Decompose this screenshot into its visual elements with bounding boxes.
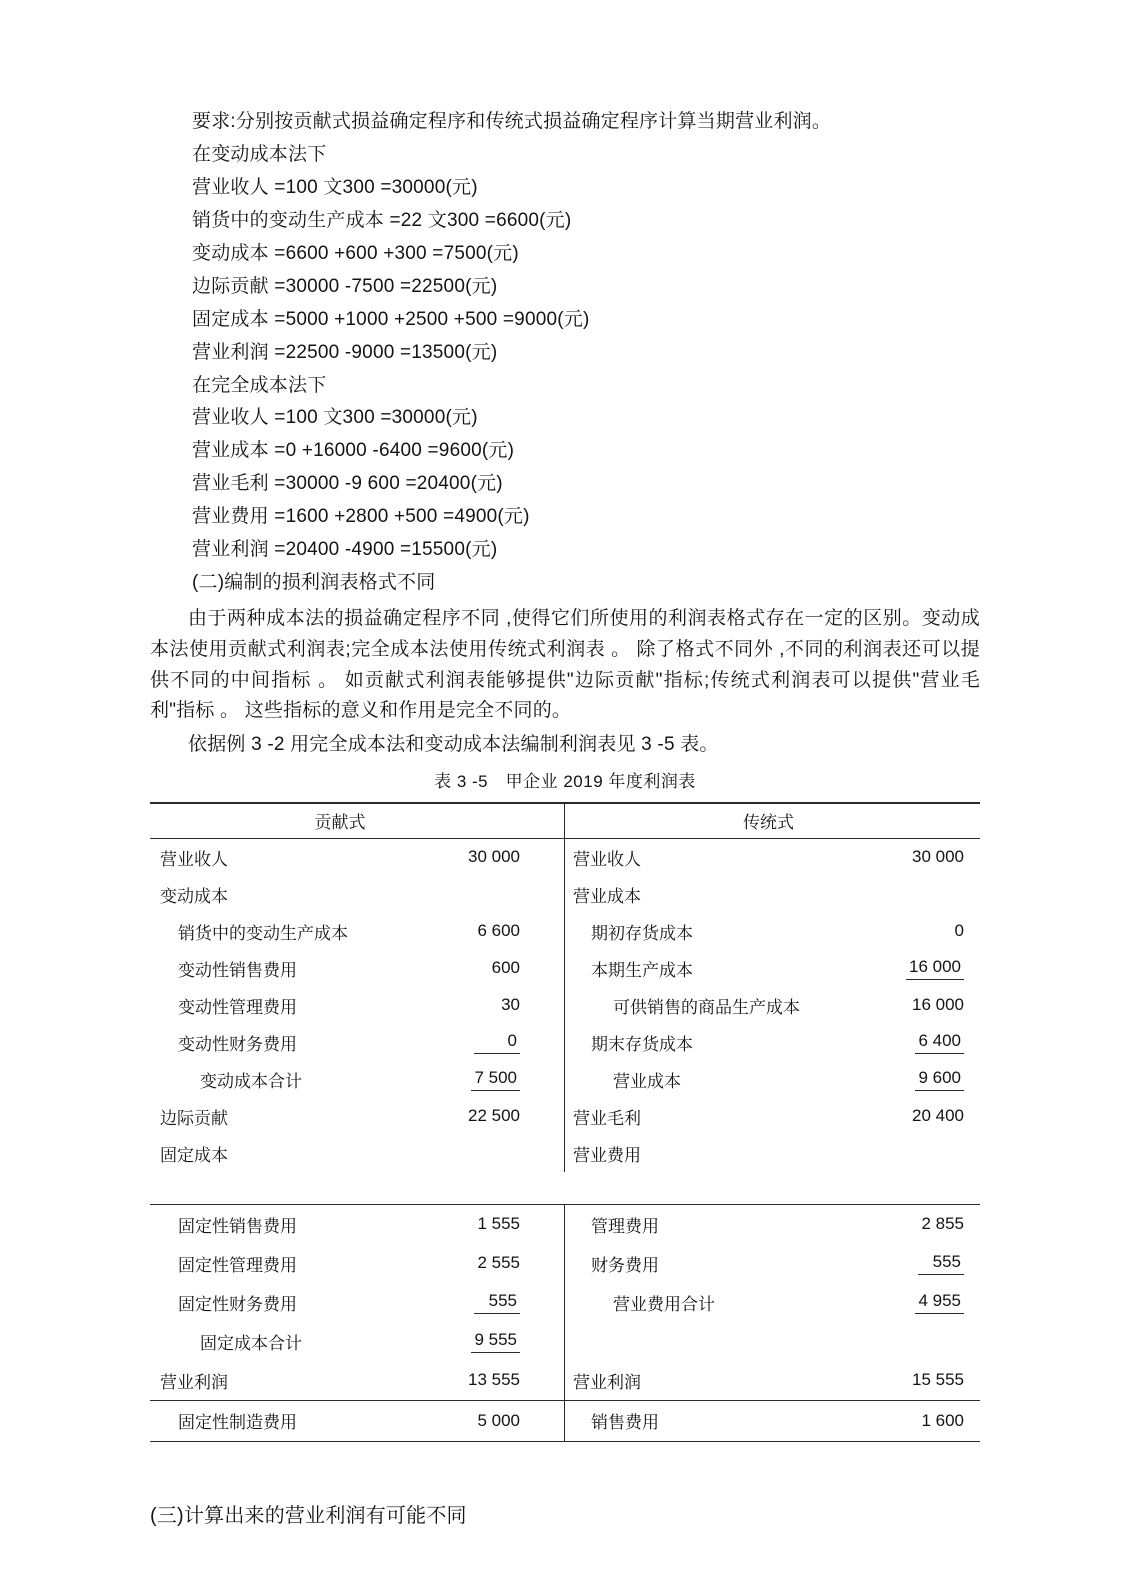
cell-label: 期末存货成本 [591,1034,693,1054]
table-cell [150,839,565,876]
cell-value: 600 [491,958,520,978]
table-cell [565,987,980,1024]
formula-line: 营业收人 =100 文300 =30000(元) [192,176,478,198]
table-cell [150,1283,565,1322]
formula-line: 营业收人 =100 文300 =30000(元) [192,407,478,429]
cell-value: 20 400 [912,1106,964,1126]
table-row [150,1283,980,1322]
table-block-upper [150,839,980,1172]
header-traditional-format: 传统式 [743,813,794,833]
income-statement-table [150,802,980,1442]
cell-label: 变动性销售费用 [178,960,297,980]
cell-label: 营业毛利 [573,1108,641,1128]
cell-value: 555 [474,1291,520,1314]
cell-value: 15 555 [912,1370,964,1390]
variable-method-heading: 在变动成本法下 [192,143,327,165]
formula-line: 营业费用 =1600 +2800 +500 =4900(元) [192,506,530,528]
table-row [150,839,980,876]
table-cell [150,950,565,987]
formula-line: 固定成本 =5000 +1000 +2500 +500 =9000(元) [192,308,590,330]
table-cell [150,1244,565,1283]
cell-label: 固定成本合计 [200,1333,302,1353]
table-cell [565,1244,980,1283]
cell-value: 2 555 [477,1253,520,1273]
cell-label: 营业利润 [573,1372,641,1392]
cell-value: 4 955 [915,1291,964,1314]
cell-label: 固定性销售费用 [178,1216,297,1236]
table-cell [565,839,980,876]
table-cell [565,1322,980,1361]
table-row [150,1061,980,1098]
table-cell [150,1361,565,1400]
table-cell [565,1283,980,1322]
cell-label: 变动成本合计 [200,1071,302,1091]
cell-label: 固定性管理费用 [178,1255,297,1275]
cell-label: 财务费用 [591,1255,659,1275]
section3-heading: (三)计算出来的营业利润有可能不同 [150,1504,467,1527]
cell-label: 管理费用 [591,1216,659,1236]
table-row [150,1322,980,1361]
table-cell [565,876,980,913]
requirement-text: 要求:分别按贡献式损益确定程序和传统式损益确定程序计算当期营业利润。 [192,111,832,132]
table-row [150,913,980,950]
table-cell [565,1024,980,1061]
table-row [150,1205,980,1244]
cell-value: 555 [918,1252,964,1275]
cell-label: 销货中的变动生产成本 [178,923,348,943]
table-cell [150,1322,565,1361]
cell-label: 营业利润 [160,1372,228,1392]
table-cell [565,1401,980,1441]
table-cell [565,1061,980,1098]
cell-value: 16 000 [912,995,964,1015]
cell-label: 变动性管理费用 [178,997,297,1017]
table-cell [565,1098,980,1135]
cell-label: 营业成本 [573,886,641,906]
table-cell [565,1135,980,1172]
cell-label: 期初存货成本 [591,923,693,943]
table-intro: 依据例 3 -2 用完全成本法和变动成本法编制利润表见 3 -5 表。 [188,734,719,756]
cell-value: 30 [501,995,520,1015]
table-cell [150,1205,565,1244]
cell-label: 营业费用合计 [613,1294,715,1314]
table-row [150,987,980,1024]
table-cell [565,1205,980,1244]
cell-value: 30 000 [912,847,964,867]
table-row [150,1361,980,1400]
table-row [150,1401,980,1441]
cell-value: 6 400 [915,1031,964,1054]
cell-label: 销售费用 [591,1413,659,1433]
table-cell [150,876,565,913]
cell-label: 可供销售的商品生产成本 [613,997,800,1017]
table-row [150,1244,980,1283]
cell-value: 6 600 [477,921,520,941]
table-cell [150,1401,565,1441]
cell-label: 本期生产成本 [591,960,693,980]
formula-line: 营业成本 =0 +16000 -6400 =9600(元) [192,440,515,462]
formula-line: 营业毛利 =30000 -9 600 =20400(元) [192,473,503,495]
table-cell [565,950,980,987]
formula-line: 边际贡献 =30000 -7500 =22500(元) [192,275,498,297]
table-block-footer [150,1400,980,1442]
table-header-row [150,804,980,839]
header-contribution-format: 贡献式 [150,804,565,838]
full-method-heading: 在完全成本法下 [192,374,327,396]
cell-value: 0 [474,1031,520,1054]
table-caption: 表 3 -5 甲企业 2019 年度利润表 [434,771,696,791]
cell-value: 13 555 [468,1370,520,1390]
table-cell [150,1135,565,1172]
formula-line: 营业利润 =20400 -4900 =15500(元) [192,539,498,561]
table-row [150,950,980,987]
table-cell [150,1061,565,1098]
cell-label: 固定性制造费用 [178,1413,297,1433]
cell-value: 9 555 [471,1330,520,1353]
table-cell [150,1024,565,1061]
section2-heading: (二)编制的损利润表格式不同 [192,572,436,594]
table-cell [150,987,565,1024]
cell-value: 7 500 [471,1068,520,1091]
cell-value: 16 000 [906,957,964,980]
cell-label: 固定性财务费用 [178,1294,297,1314]
cell-label: 营业成本 [613,1071,681,1091]
table-row [150,1024,980,1061]
cell-value: 30 000 [468,847,520,867]
table-gap [150,1172,980,1204]
cell-value: 2 855 [921,1214,964,1234]
cell-value: 1 600 [921,1410,964,1430]
formula-line: 变动成本 =6600 +600 +300 =7500(元) [192,242,519,264]
table-cell [150,1098,565,1135]
cell-label: 变动性财务费用 [178,1034,297,1054]
cell-value: 0 [954,921,964,941]
table-row [150,1098,980,1135]
cell-value: 22 500 [468,1106,520,1126]
table-row [150,876,980,913]
cell-value: 9 600 [915,1068,964,1091]
formula-line: 销货中的变动生产成本 =22 文300 =6600(元) [192,209,572,231]
table-cell [565,1361,980,1400]
cell-label: 边际贡献 [160,1108,228,1128]
cell-label: 营业收人 [160,849,228,869]
cell-value: 5 000 [477,1410,520,1430]
cell-label: 固定成本 [160,1145,228,1165]
cell-label: 营业费用 [573,1145,641,1165]
table-cell [565,913,980,950]
table-block-lower [150,1204,980,1400]
cell-label: 变动成本 [160,886,228,906]
cell-label: 营业收人 [573,849,641,869]
table-cell [150,913,565,950]
formula-line: 营业利润 =22500 -9000 =13500(元) [192,341,498,363]
section2-body: 由于两种成本法的损益确定程序不同 ,使得它们所使用的利润表格式存在一定的区别。变动成本法使用贡献式利润表;完全成本法使用传统式利润表 。 除了格式不同外 ,不同的利润表还可以提供不同的中间指标 。 如贡献式利润表能够提供"边际贡献"指标;传统式利润表可以提供"营业毛利"指标 。 这些指标的意义和作用是完全不同的。 [150,608,980,722]
cell-value: 1 555 [477,1214,520,1234]
table-row [150,1135,980,1172]
